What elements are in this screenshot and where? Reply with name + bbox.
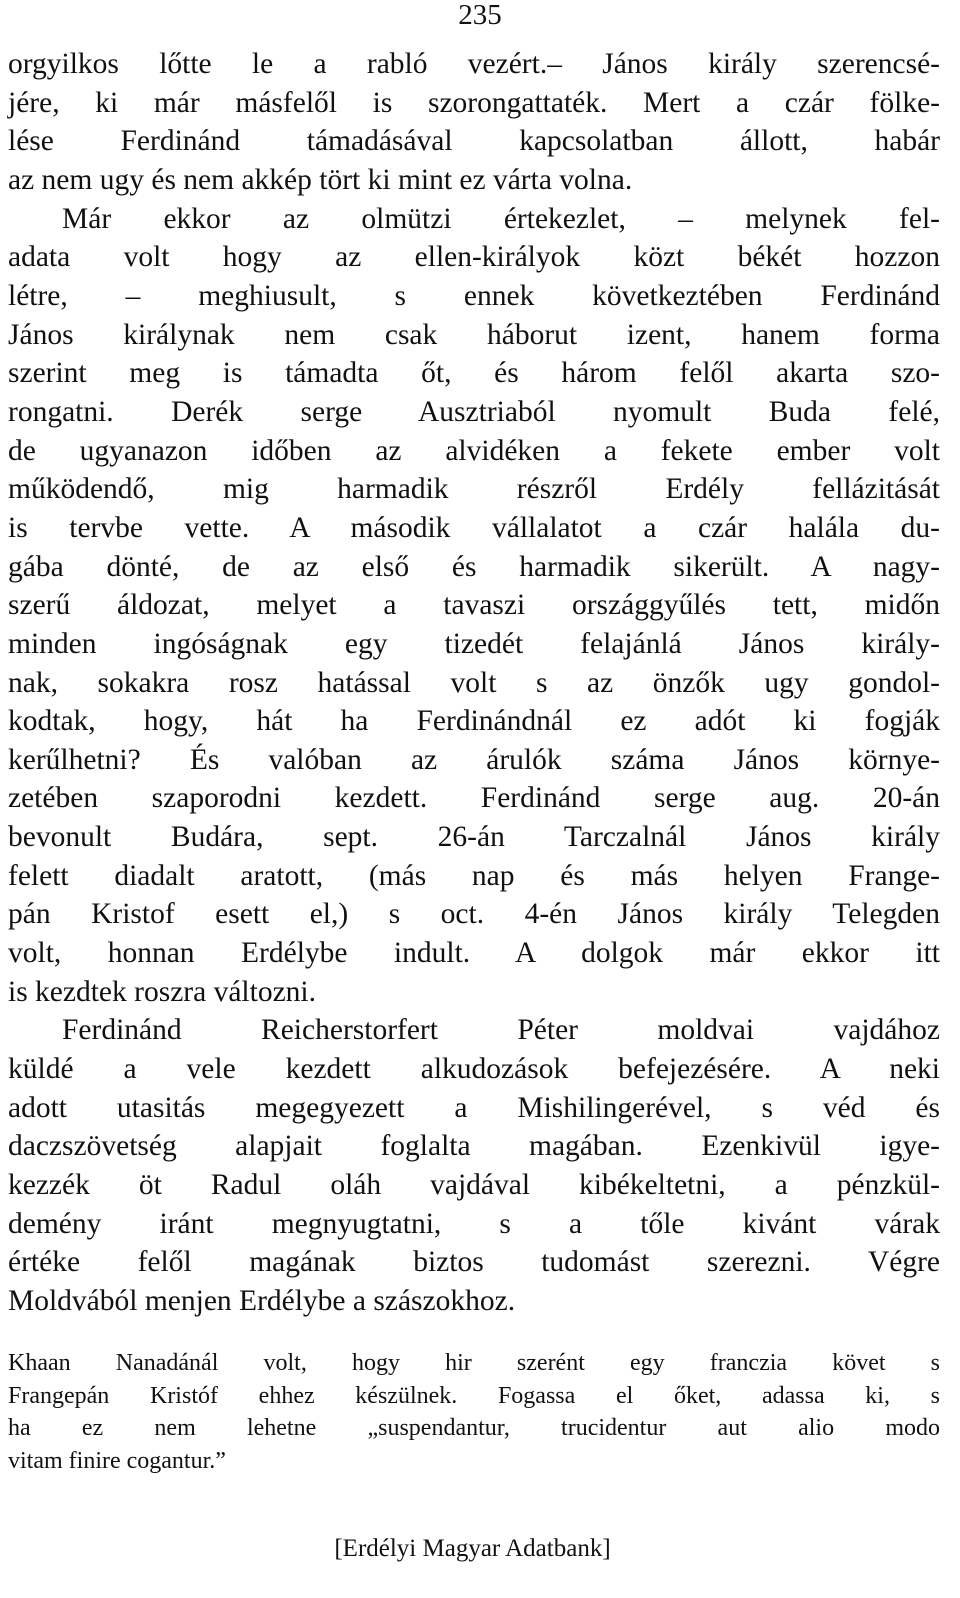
- paragraph-1: [8, 45, 940, 200]
- text-line: kerűlhetni? És valóban az árulók száma János környe-: [8, 743, 940, 776]
- text-line: de ugyanazon időben az alvidéken a fekete ember volt: [8, 434, 940, 467]
- text-line: szerint meg is támadta őt, és három felől akarta szo-: [8, 357, 940, 390]
- text-line: adata volt hogy az ellen-királyok közt békét hozzon: [8, 241, 940, 274]
- text-line: is kezdtek roszra változni.: [8, 975, 316, 1008]
- page-number: 235: [458, 0, 502, 31]
- text-line: orgyilkos lőtte le a rabló vezért.– János király szerencsé-: [8, 48, 940, 80]
- paragraph-3: [8, 1011, 940, 1320]
- text-line: működendő, mig harmadik részről Erdély fellázitását: [8, 473, 940, 506]
- text-line: az nem ugy és nem akkép tört ki mint ez várta volna.: [8, 163, 633, 196]
- text-line: rongatni. Derék serge Ausztriaból nyomult Buda felé,: [8, 395, 940, 428]
- text-line: demény iránt megnyugtatni, s a tőle kivánt várak: [8, 1207, 940, 1240]
- footnote-line: Frangepán Kristóf ehhez készülnek. Fogassa el őket, adassa ki, s: [8, 1382, 940, 1409]
- text-line: szerű áldozat, melyet a tavaszi országgyűlés tett, midőn: [8, 589, 940, 622]
- footnote: [8, 1347, 940, 1477]
- text-line: gába dönté, de az első és harmadik sikerült. A nagy-: [8, 550, 940, 583]
- text-line: zetében szaporodni kezdett. Ferdinánd serge aug. 20-án: [8, 782, 940, 815]
- text-line: Ferdinánd Reicherstorfert Péter moldvai vajdához: [62, 1014, 940, 1047]
- paragraph-2: [8, 200, 940, 1012]
- source-footer: [Erdélyi Magyar Adatbank]: [334, 1535, 611, 1562]
- text-line: minden ingóságnak egy tizedét felajánlá János király-: [8, 627, 940, 660]
- footnote-line: ha ez nem lehetne „suspendantur, trucidentur aut alio modo: [8, 1415, 940, 1441]
- text-line: Már ekkor az olmützi értekezlet, – melynek fel-: [62, 202, 940, 235]
- footnote-text: [8, 1347, 940, 1477]
- text-line: létre, – meghiusult, s ennek következtében Ferdinánd: [8, 279, 940, 312]
- text-line: Moldvából menjen Erdélybe a szászokhoz.: [8, 1285, 516, 1317]
- text-line: jére, ki már másfelől is szorongattaték. Mert a czár fölke-: [8, 86, 940, 119]
- text-line: is tervbe vette. A második vállalatot a czár halála du-: [8, 511, 940, 544]
- text-line: kezzék öt Radul oláh vajdával kibékeltetni, a pénzkül-: [8, 1169, 940, 1202]
- text-line: János királynak nem csak háborut izent, hanem forma: [8, 318, 940, 351]
- text-line: küldé a vele kezdett alkudozások befejezésére. A neki: [8, 1053, 940, 1086]
- text-line: adott utasitás megegyezett a Mishilingerével, s véd és: [8, 1091, 940, 1124]
- text-line: értéke felől magának biztos tudomást szerezni. Végre: [8, 1246, 940, 1279]
- footnote-line: Khaan Nanadánál volt, hogy hir szerént egy franczia követ s: [8, 1350, 940, 1376]
- text-line: kodtak, hogy, hát ha Ferdinándnál ez adót ki fogják: [8, 705, 940, 738]
- text-line: pán Kristof esett el,) s oct. 4-én János király Telegden: [8, 898, 940, 931]
- text-line: bevonult Budára, sept. 26-án Tarczalnál János király: [8, 821, 940, 854]
- footnote-line: vitam finire cogantur.”: [8, 1447, 226, 1474]
- text-line: lése Ferdinánd támadásával kapcsolatban állott, habár: [8, 125, 940, 158]
- text-line: daczszövetség alapjait foglalta magában. Ezenkivül igye-: [8, 1130, 940, 1163]
- body-text: [8, 45, 940, 1321]
- text-line: volt, honnan Erdélybe indult. A dolgok már ekkor itt: [8, 937, 940, 970]
- text-line: felett diadalt aratott, (más nap és más helyen Frange-: [8, 859, 940, 892]
- text-line: nak, sokakra rosz hatással volt s az önzők ugy gondol-: [8, 666, 940, 699]
